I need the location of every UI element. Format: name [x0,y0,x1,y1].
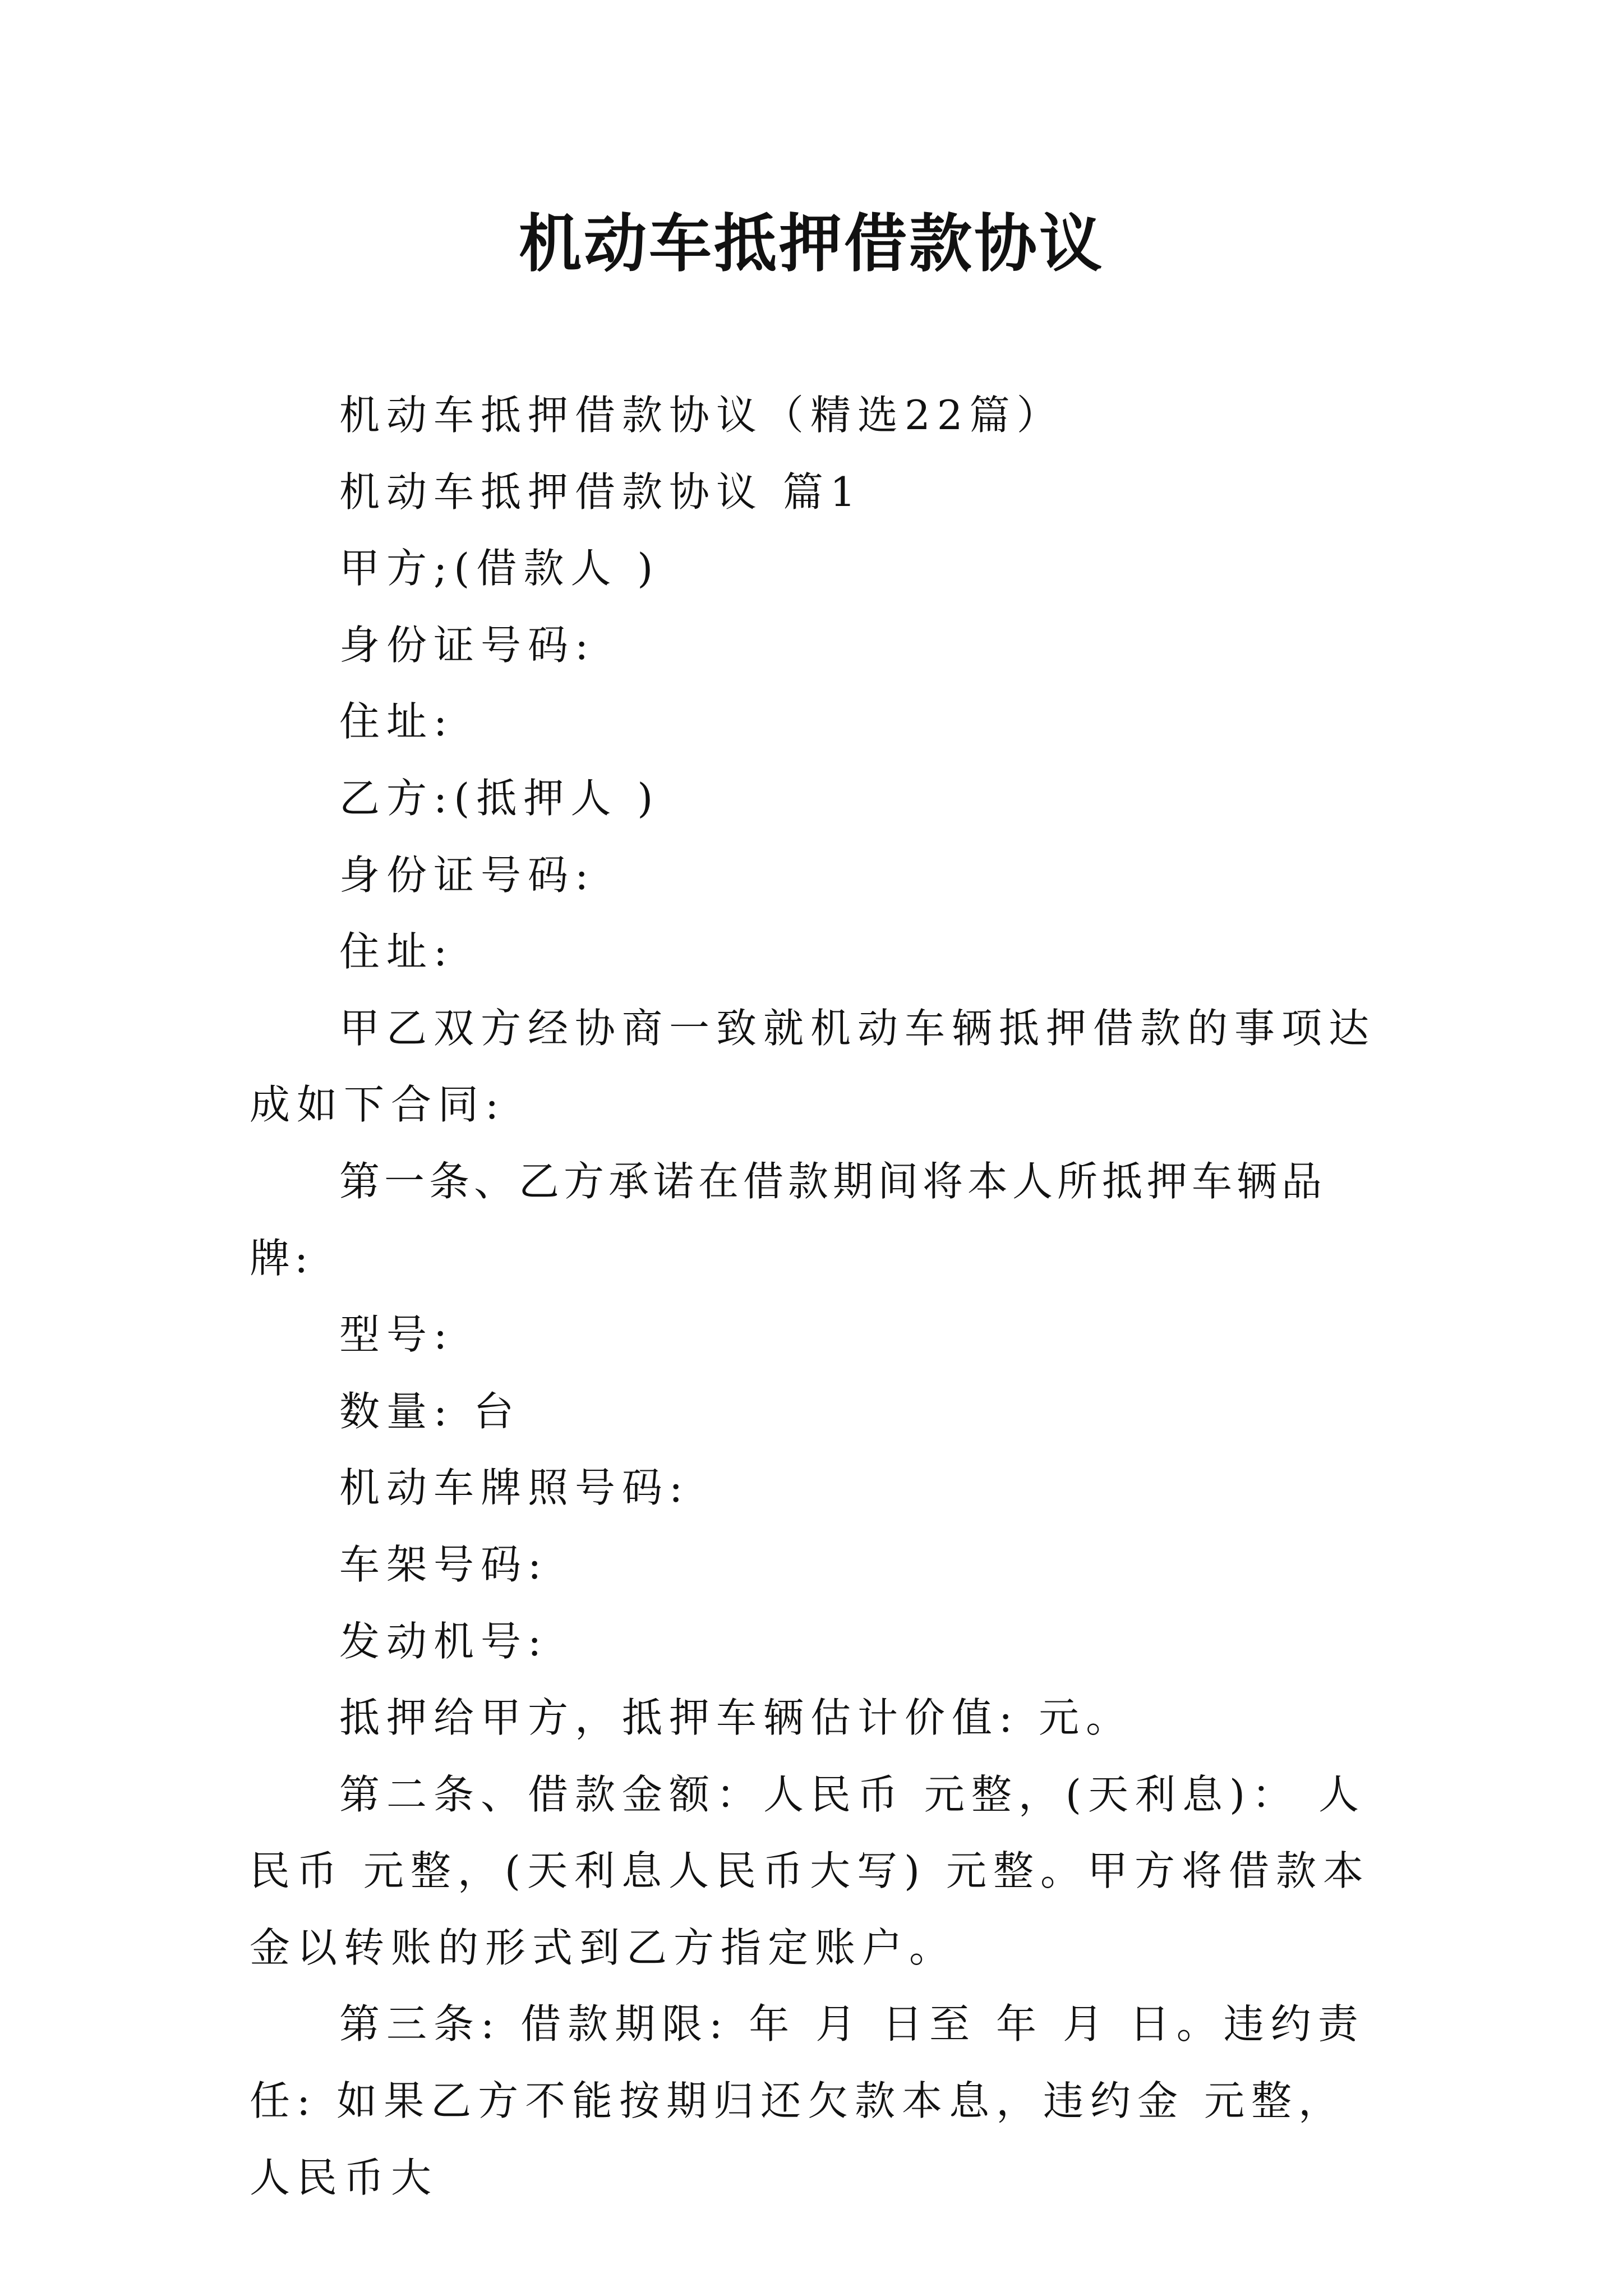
document-body [250,377,1388,2216]
paragraph-party-b-address: 住址: [339,928,454,976]
paragraph-engine-number: 发动机号: [339,1617,548,1665]
paragraph-pledge-value: 抵押给甲方，抵押车辆估计价值: 元。 [339,1694,1133,1742]
paragraph-article-1: 第一条、乙方承诺在借款期间将本人所抵押车辆品牌: [250,1157,1327,1282]
paragraph-party-b-id: 身份证号码: [339,851,596,899]
document-title: 机动车抵押借款协议 [519,207,1104,280]
paragraph-quantity: 数量: 台 [339,1387,521,1435]
paragraph-license-plate: 机动车牌照号码: [339,1464,690,1512]
paragraph-model: 型号: [339,1311,454,1359]
paragraph-party-a-address: 住址: [339,698,454,746]
paragraph-article-3: 第三条: 借款期限: 年 月 日至 年 月 日。违约责任: 如果乙方不能按期归还欠款本息，违约金 元整，人民币大 [250,2000,1365,2201]
paragraph-agreement-intro: 甲乙双方经协商一致就机动车辆抵押借款的事项达成如下合同: [250,1004,1376,1129]
paragraph-party-a-id: 身份证号码: [339,621,596,669]
paragraph-article-2: 第二条、借款金额：人民币 元整，(天利息)： 人民币 元整，(天利息人民币大写) 元整。甲方将借款本金以转账的形式到乙方指定账户。 [250,1770,1370,1971]
paragraph-party-b: 乙方:(抵押人 ) [339,774,660,822]
paragraph-frame-number: 车架号码: [339,1540,548,1588]
paragraph-party-a: 甲方;(借款人 ) [339,545,660,592]
paragraph-subtitle: 机动车抵押借款协议（精选22篇） [339,392,1064,439]
paragraph-section-heading: 机动车抵押借款协议 篇1 [339,468,863,516]
